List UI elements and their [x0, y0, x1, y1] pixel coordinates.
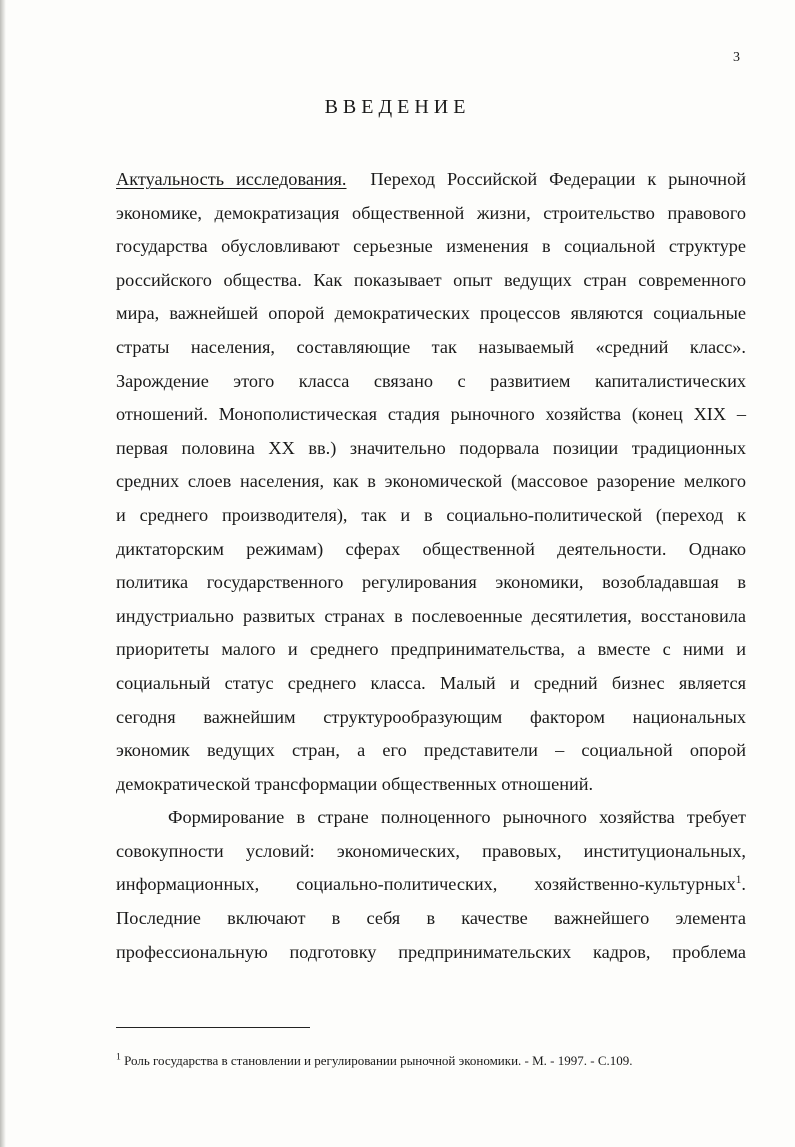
section-heading: ВВЕДЕНИЕ — [324, 96, 471, 118]
footnote-text: Роль государства в становлении и регулировании рыночной экономики. - М. - 1997. - С.109. — [124, 1053, 633, 1068]
footnote-reference: 1 — [735, 874, 742, 887]
paragraph-1-line-0-text: Переход Российской Федерации к рыночной — [370, 169, 746, 189]
footnote-marker: 1 — [116, 1051, 121, 1063]
paragraph-1-line: российского общества. Как показывает опыт ведущих стран современного — [116, 269, 746, 290]
paragraph-1-line: первая половина XX вв.) значительно подорвала позиции традиционных — [116, 437, 746, 458]
paragraph-2-line-with-footnote — [116, 868, 746, 902]
paragraph-1-line: приоритеты малого и среднего предпринимательства, а вместе с ними и — [116, 639, 746, 660]
paragraph-1-line: политика государственного регулирования экономики, возобладавшая в — [116, 572, 746, 593]
main-text — [116, 163, 746, 969]
page-number: 3 — [733, 50, 740, 65]
footnote — [116, 1053, 633, 1069]
paragraph-2-line: Формирование в стране полноценного рыночного хозяйства требует — [168, 807, 746, 828]
paragraph-1-line: средних слоев населения, как в экономической (массовое разорение мелкого — [116, 471, 746, 492]
line-end-period: . — [741, 874, 746, 895]
scan-edge-shadow — [0, 0, 6, 1147]
paragraph-1-line: отношений. Монополистическая стадия рыночного хозяйства (конец XIX – — [116, 404, 746, 425]
paragraph-2-line: совокупности условий: экономических, правовых, институциональных, — [116, 840, 746, 861]
relevance-label: Актуальность исследования. — [116, 169, 347, 189]
paragraph-1-line-0 — [116, 163, 746, 197]
paragraph-2-line: Последние включают в себя в качестве важнейшего элемента — [116, 908, 746, 929]
paragraph-1-line: страты населения, составляющие так называемый «средний класс». — [116, 336, 746, 357]
paragraph-1-line: диктаторским режимам) сферах общественной деятельности. Однако — [116, 538, 746, 559]
paragraph-1-line: индустриально развитых странах в послевоенные десятилетия, восстановила — [116, 605, 746, 626]
paragraph-1-line: мира, важнейшей опорой демократических процессов являются социальные — [116, 303, 746, 324]
paragraph-1-line: сегодня важнейшим структурообразующим фактором национальных — [116, 706, 746, 727]
paragraph-1-line: социальный статус среднего класса. Малый и средний бизнес является — [116, 672, 746, 693]
paragraph-1-line: экономике, демократизация общественной жизни, строительство правового — [116, 202, 746, 223]
paragraph-1-line: Зарождение этого класса связано с развитием капиталистических — [116, 370, 746, 391]
paragraph-1-line: экономик ведущих стран, а его представители – социальной опорой — [116, 740, 746, 761]
paragraph-1-line: государства обусловливают серьезные изменения в социальной структуре — [116, 236, 746, 257]
footnote-separator — [116, 1027, 310, 1028]
paragraph-2-line: профессиональную подготовку предпринимательских кадров, проблема — [116, 941, 746, 962]
paragraph-1-last-line: демократической трансформации общественных отношений. — [116, 773, 594, 794]
paragraph-1-line: и среднего производителя), так и в социально-политической (переход к — [116, 504, 746, 525]
paragraph-2-line-text: информационных, социально-политических, хозяйственно-культурных — [116, 874, 736, 895]
